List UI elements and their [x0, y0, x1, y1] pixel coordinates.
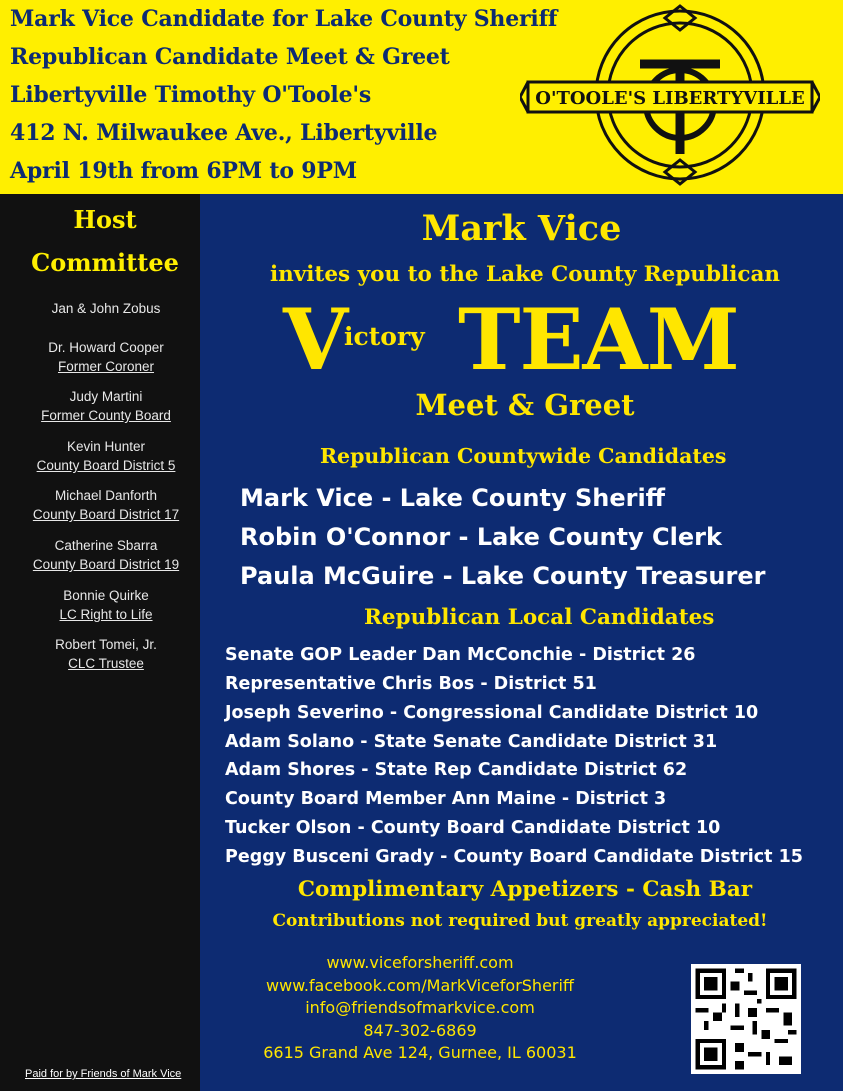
victory-rest: ictory — [344, 322, 425, 351]
main-title: Mark Vice — [421, 208, 622, 249]
otooles-logo — [520, 4, 820, 190]
member-name: Michael Danforth — [54, 488, 158, 503]
local-candidate: County Board Member Ann Maine - District 3 — [225, 789, 667, 809]
header-band — [0, 0, 843, 194]
mailing-address: 6615 Grand Ave 124, Gurnee, IL 60031 — [263, 1043, 577, 1063]
member-name: Judy Martini — [69, 389, 143, 404]
host-member — [0, 536, 212, 574]
local-candidate: Joseph Severino - Congressional Candidate District 10 — [225, 703, 759, 723]
appetizers-line: Complimentary Appetizers - Cash Bar — [297, 877, 753, 902]
member-role: County Board District 17 — [32, 507, 180, 522]
invite-line: invites you to the Lake County Republican — [269, 262, 781, 287]
member-name: Robert Tomei, Jr. — [55, 637, 157, 652]
facebook-link[interactable]: www.facebook.com/MarkViceforSheriff — [266, 975, 574, 995]
member-name: Catherine Sbarra — [54, 538, 158, 553]
host-member — [0, 486, 212, 524]
website-link[interactable]: www.viceforsheriff.com — [326, 953, 514, 972]
member-name: Jan & John Zobus — [51, 301, 161, 316]
qr-code[interactable] — [691, 964, 801, 1074]
host-member — [0, 299, 212, 318]
local-heading: Republican Local Candidates — [364, 605, 715, 630]
meet-greet: Meet & Greet — [415, 388, 635, 422]
header-line-event: Republican Candidate Meet & Greet — [10, 44, 450, 70]
member-role: County Board District 5 — [36, 458, 176, 473]
member-role: Former Coroner — [57, 359, 155, 374]
member-name: Dr. Howard Cooper — [48, 340, 164, 355]
member-name: Bonnie Quirke — [63, 588, 149, 603]
email-link[interactable]: info@friendsofmarkvice.com — [305, 998, 535, 1018]
member-role: LC Right to Life — [59, 607, 153, 622]
contact-block — [230, 952, 610, 1065]
logo-text: O'TOOLE'S LIBERTYVILLE — [535, 88, 805, 109]
header-line-date: April 19th from 6PM to 9PM — [10, 158, 357, 184]
countywide-candidate: Robin O'Connor - Lake County Clerk — [240, 523, 722, 551]
contributions-line: Contributions not required but greatly appreciated! — [272, 911, 768, 931]
local-candidate: Senate GOP Leader Dan McConchie - District 26 — [225, 645, 696, 665]
header-line-candidate: Mark Vice Candidate for Lake County Sheriff — [10, 6, 558, 32]
victory-v: V — [283, 290, 349, 389]
local-candidate: Adam Solano - State Senate Candidate District 31 — [225, 732, 718, 752]
team-word: TEAM — [458, 290, 739, 389]
member-role: County Board District 19 — [32, 557, 180, 572]
member-role: CLC Trustee — [68, 656, 144, 671]
phone-number: 847-302-6869 — [363, 1020, 477, 1040]
host-member — [0, 387, 212, 425]
local-candidate: Peggy Busceni Grady - County Board Candidate District 15 — [225, 847, 803, 867]
countywide-candidate: Paula McGuire - Lake County Treasurer — [240, 562, 766, 590]
host-member — [0, 437, 212, 475]
local-candidate: Adam Shores - State Rep Candidate District 62 — [225, 760, 688, 780]
local-candidate: Representative Chris Bos - District 51 — [225, 674, 597, 694]
local-candidate: Tucker Olson - County Board Candidate District 10 — [225, 818, 721, 838]
countywide-candidate: Mark Vice - Lake County Sheriff — [240, 484, 666, 512]
host-member — [0, 586, 212, 624]
paid-for-disclaimer: Paid for by Friends of Mark Vice — [25, 1068, 182, 1080]
host-title-line1: Host — [73, 205, 137, 234]
member-role: Former County Board — [41, 408, 171, 423]
host-title-line2: Committee — [31, 248, 179, 277]
header-line-address: 412 N. Milwaukee Ave., Libertyville — [10, 120, 438, 146]
member-name: Kevin Hunter — [66, 439, 146, 454]
countywide-heading: Republican Countywide Candidates — [320, 444, 727, 468]
host-member — [0, 635, 212, 673]
host-member — [0, 338, 212, 376]
header-line-venue: Libertyville Timothy O'Toole's — [10, 82, 372, 108]
